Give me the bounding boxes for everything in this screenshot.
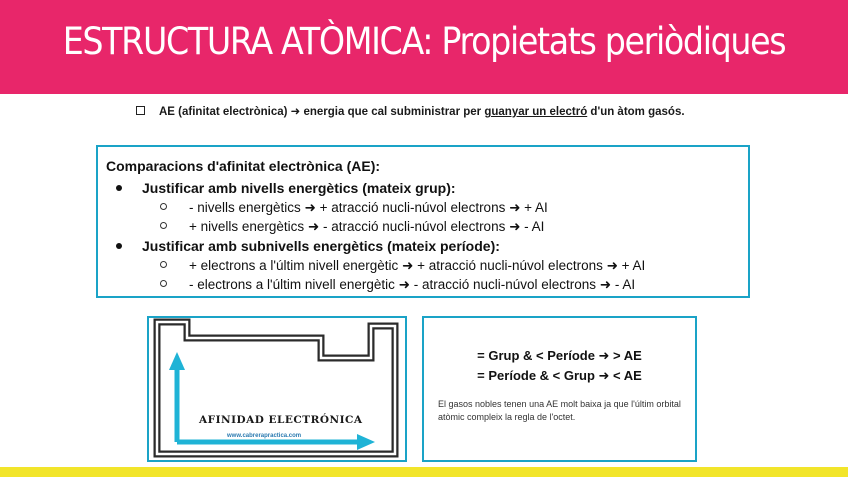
title-bar bbox=[0, 0, 848, 94]
slide-title: ESTRUCTURA ATÒMICA: Propietats periòdiques bbox=[62, 20, 786, 63]
definition-suffix: d'un àtom gasós. bbox=[587, 106, 685, 118]
rules-box bbox=[422, 316, 697, 462]
bullet-circle-icon bbox=[160, 280, 167, 287]
group-1-label bbox=[116, 180, 456, 196]
checkbox-bullet-icon bbox=[136, 106, 145, 115]
rule-line-2: = Període & < Grup ➜ < AE bbox=[477, 368, 642, 383]
list-item-text: + electrons a l'últim nivell energètic ➜ + atracció nucli-núvol electrons ➜ + AI bbox=[189, 258, 646, 273]
bottom-bar bbox=[0, 467, 848, 477]
list-item bbox=[160, 219, 544, 235]
definition-underlined: guanyar un electró bbox=[484, 106, 588, 118]
rule-line-1: = Grup & < Període ➜ > AE bbox=[477, 348, 642, 363]
bullet-circle-icon bbox=[160, 203, 167, 210]
comparisons-heading: Comparacions d'afinitat electrònica (AE): bbox=[106, 158, 381, 174]
list-item-text: + nivells energètics ➜ - atracció nucli-núvol electrons ➜ - AI bbox=[189, 219, 545, 234]
list-item bbox=[160, 200, 548, 216]
noble-gas-note: El gasos nobles tenen una AE molt baixa ja que l'últim orbital atòmic compleix la regla de l'octet. bbox=[438, 399, 681, 422]
bullet-circle-icon bbox=[160, 261, 167, 268]
list-item-text: - nivells energètics ➜ + atracció nucli-núvol electrons ➜ + AI bbox=[189, 200, 548, 215]
bullet-circle-icon bbox=[160, 222, 167, 229]
group-1-text: Justificar amb nivells energètics (mateix grup): bbox=[142, 180, 456, 196]
image-url: www.cabrerapractica.com bbox=[227, 433, 302, 439]
definition-prefix: AE (afinitat electrònica) ➜ energia que cal subministrar per bbox=[159, 106, 485, 118]
periodic-trend-image bbox=[147, 316, 407, 462]
group-2-text: Justificar amb subnivells energètics (mateix període): bbox=[142, 238, 500, 254]
bullet-dot-icon bbox=[116, 185, 122, 191]
bullet-dot-icon bbox=[116, 243, 122, 249]
image-caption: AFINIDAD ELECTRÓNICA bbox=[199, 414, 363, 426]
list-item-text: - electrons a l'últim nivell energètic ➜ - atracció nucli-núvol electrons ➜ - AI bbox=[189, 277, 636, 292]
group-2-label bbox=[116, 238, 500, 254]
definition-line bbox=[136, 104, 776, 118]
list-item bbox=[160, 258, 645, 274]
list-item bbox=[160, 277, 635, 293]
comparisons-box bbox=[96, 145, 750, 298]
